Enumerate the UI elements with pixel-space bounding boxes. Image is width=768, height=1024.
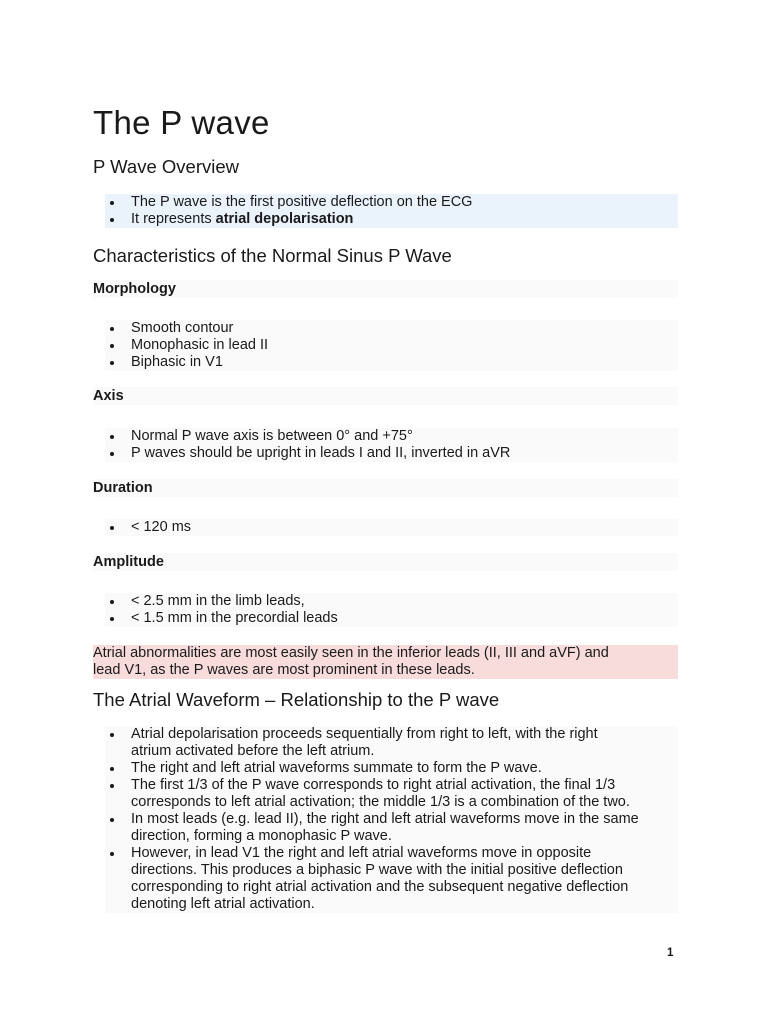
axis-list — [105, 428, 678, 462]
callout-line: lead V1, as the P waves are most prominent in these leads. — [93, 662, 475, 678]
page-number: 1 — [667, 947, 674, 959]
list-item: It represents atrial depolarisation — [105, 211, 678, 228]
list-item: The first 1/3 of the P wave corresponds to right atrial activation, the final 1/3 corresponds to left atrial activation; the middle 1/3 is a combination of the two. — [105, 777, 678, 811]
page-title: The P wave — [93, 104, 270, 141]
amplitude-list — [105, 593, 678, 627]
list-item: Monophasic in lead II — [105, 337, 678, 354]
duration-heading: Duration — [93, 479, 678, 497]
list-item: Biphasic in V1 — [105, 354, 678, 371]
list-item: In most leads (e.g. lead II), the right and left atrial waveforms move in the same direction, forming a monophasic P wave. — [105, 811, 678, 845]
axis-heading: Axis — [93, 387, 678, 405]
emphasis-text: atrial depolarisation — [215, 211, 354, 227]
morphology-heading: Morphology — [93, 280, 678, 298]
list-item: The P wave is the first positive deflection on the ECG — [105, 194, 678, 211]
amplitude-heading: Amplitude — [93, 553, 678, 571]
overview-list — [105, 194, 678, 228]
duration-list — [105, 519, 678, 536]
list-item: The right and left atrial waveforms summate to form the P wave. — [105, 760, 678, 777]
list-item: P waves should be upright in leads I and II, inverted in aVR — [105, 445, 678, 462]
overview-heading: P Wave Overview — [93, 156, 239, 177]
morphology-list — [105, 320, 678, 371]
list-item: < 2.5 mm in the limb leads, — [105, 593, 678, 610]
list-item: However, in lead V1 the right and left atrial waveforms move in opposite directions. This produces a biphasic P wave with the initial positive deflection corresponding to right atrial activation and the subsequent negative deflection denoting left atrial activation. — [105, 845, 678, 913]
atrial-waveform-list — [105, 726, 678, 913]
list-item: Atrial depolarisation proceeds sequentially from right to left, with the right atrium activated before the left atrium. — [105, 726, 678, 760]
list-item: < 1.5 mm in the precordial leads — [105, 610, 678, 627]
list-item: < 120 ms — [105, 519, 678, 536]
callout-line: Atrial abnormalities are most easily seen in the inferior leads (II, III and aVF) and — [93, 645, 609, 661]
characteristics-heading: Characteristics of the Normal Sinus P Wave — [93, 245, 452, 266]
list-item: Normal P wave axis is between 0° and +75° — [105, 428, 678, 445]
atrial-abnormalities-callout — [93, 645, 678, 679]
list-item: Smooth contour — [105, 320, 678, 337]
atrial-waveform-heading: The Atrial Waveform – Relationship to the P wave — [93, 689, 500, 710]
